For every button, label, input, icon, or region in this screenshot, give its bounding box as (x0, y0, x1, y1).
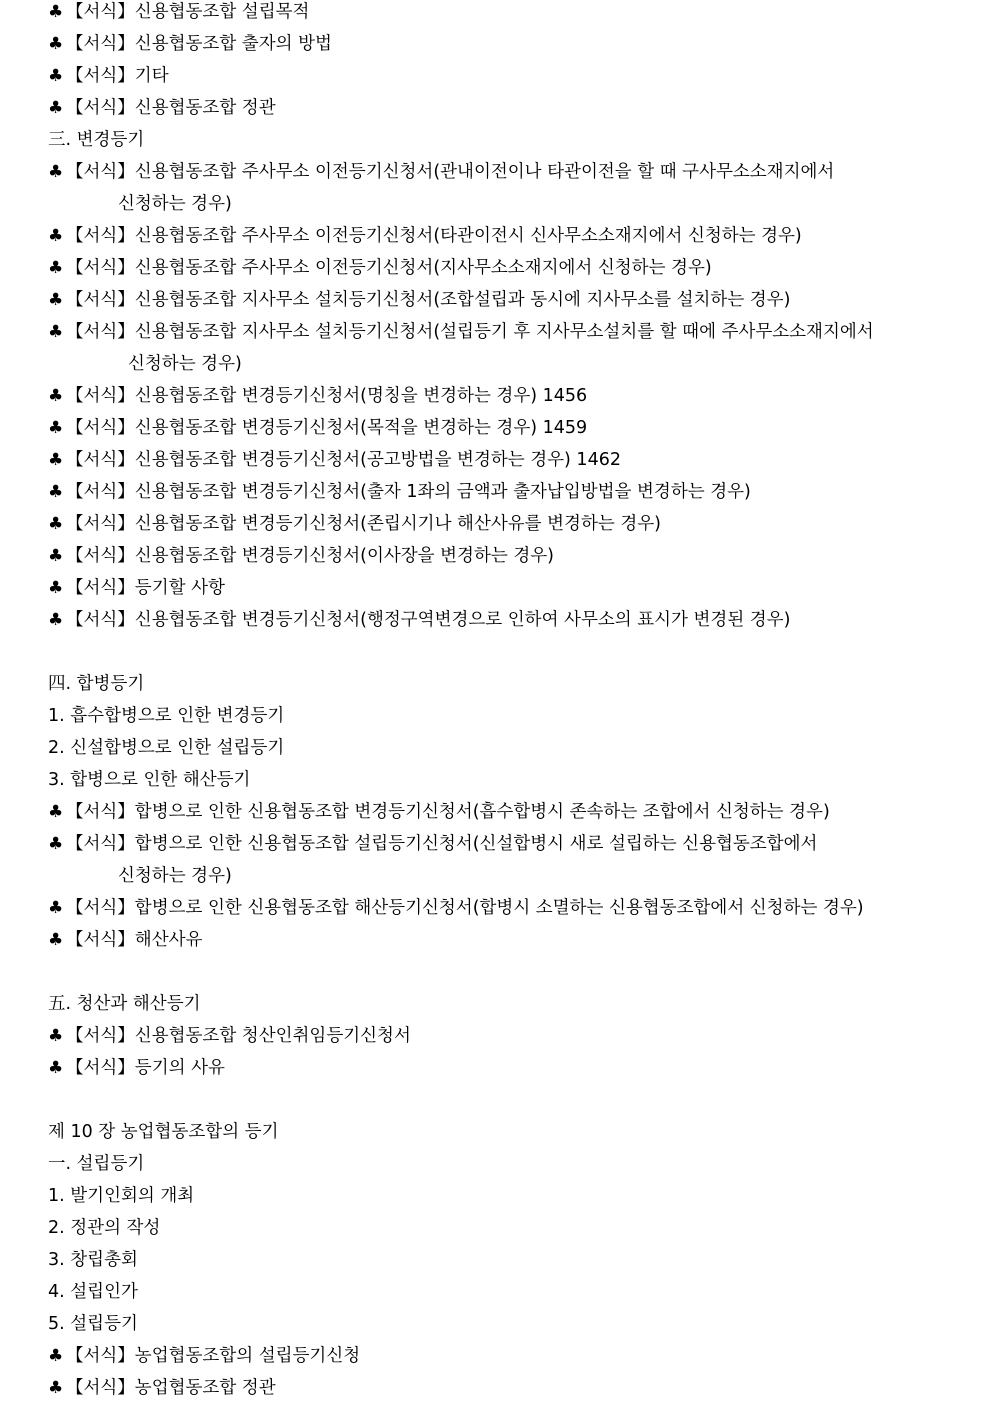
line-text: 2. 정관의 작성 (48, 1218, 161, 1238)
club-suit-icon: ♣ (48, 66, 64, 86)
line-text: 【서식】합병으로 인한 신용협동조합 해산등기신청서(합병시 소멸하는 신용협동조합에서 신청하는 경우) (66, 898, 864, 918)
section-heading (48, 768, 968, 800)
line-text: 5. 설립등기 (48, 1314, 138, 1334)
continuation-line (48, 192, 968, 224)
club-suit-icon: ♣ (48, 98, 64, 118)
line-text: 【서식】신용협동조합 변경등기신청서(출자 1좌의 금액과 출자납입방법을 변경하는 경우) (66, 482, 751, 502)
section-heading (48, 736, 968, 768)
club-suit-icon: ♣ (48, 802, 64, 822)
line-text: 【서식】신용협동조합 주사무소 이전등기신청서(지사무소소재지에서 신청하는 경우) (66, 258, 712, 278)
line-text: 【서식】신용협동조합 변경등기신청서(행정구역변경으로 인하여 사무소의 표시가 변경된 경우) (66, 610, 791, 630)
club-suit-icon: ♣ (48, 290, 64, 310)
form-list-item (48, 1376, 968, 1408)
club-suit-icon: ♣ (48, 1058, 64, 1078)
line-text: 【서식】신용협동조합 출자의 방법 (66, 34, 332, 54)
club-suit-icon: ♣ (48, 834, 64, 854)
form-list-item (48, 896, 968, 928)
club-suit-icon: ♣ (48, 322, 64, 342)
line-text: 【서식】신용협동조합 변경등기신청서(목적을 변경하는 경우) 1459 (66, 418, 588, 438)
continuation-line (48, 352, 968, 384)
club-suit-icon: ♣ (48, 610, 64, 630)
section-heading (48, 1152, 968, 1184)
line-text: 신청하는 경우) (118, 194, 232, 214)
form-list-item (48, 288, 968, 320)
line-text: 五. 청산과 해산등기 (48, 994, 201, 1014)
line-text: 【서식】기타 (66, 66, 169, 86)
line-text: 【서식】신용협동조합 정관 (66, 98, 276, 118)
form-list-item (48, 544, 968, 576)
club-suit-icon: ♣ (48, 1378, 64, 1398)
form-list-item (48, 32, 968, 64)
form-list-item (48, 256, 968, 288)
club-suit-icon: ♣ (48, 482, 64, 502)
line-text: 【서식】등기할 사항 (66, 578, 225, 598)
section-heading (48, 1120, 968, 1152)
section-heading (48, 1280, 968, 1312)
form-list-item (48, 512, 968, 544)
section-heading (48, 1184, 968, 1216)
section-heading (48, 1216, 968, 1248)
line-text: 3. 합병으로 인한 해산등기 (48, 770, 251, 790)
blank-line (48, 960, 968, 992)
line-text: 제 10 장 농업협동조합의 등기 (48, 1122, 279, 1142)
line-text: 【서식】등기의 사유 (66, 1058, 225, 1078)
line-text: 【서식】신용협동조합 청산인취임등기신청서 (66, 1026, 411, 1046)
line-text: 【서식】신용협동조합 주사무소 이전등기신청서(관내이전이나 타관이전을 할 때 구사무소소재지에서 (66, 162, 835, 182)
club-suit-icon: ♣ (48, 1346, 64, 1366)
club-suit-icon: ♣ (48, 386, 64, 406)
form-list-item (48, 832, 968, 864)
line-text: 【서식】신용협동조합 설립목적 (66, 2, 310, 22)
form-list-item (48, 0, 968, 32)
form-list-item (48, 928, 968, 960)
form-list-item (48, 320, 968, 352)
line-text: 2. 신설합병으로 인한 설립등기 (48, 738, 285, 758)
line-text: 【서식】신용협동조합 변경등기신청서(이사장을 변경하는 경우) (66, 546, 554, 566)
line-text: 【서식】신용협동조합 지사무소 설치등기신청서(조합설립과 동시에 지사무소를 설치하는 경우) (66, 290, 791, 310)
club-suit-icon: ♣ (48, 1026, 64, 1046)
line-text: 4. 설립인가 (48, 1282, 138, 1302)
line-text: 【서식】농업협동조합 정관 (66, 1378, 276, 1398)
line-text: 【서식】해산사유 (66, 930, 203, 950)
club-suit-icon: ♣ (48, 578, 64, 598)
form-list-item (48, 608, 968, 640)
section-heading (48, 992, 968, 1024)
form-list-item (48, 96, 968, 128)
line-text: 【서식】농업협동조합의 설립등기신청 (66, 1346, 361, 1366)
form-list-item (48, 576, 968, 608)
line-text: 【서식】신용협동조합 변경등기신청서(명칭을 변경하는 경우) 1456 (66, 386, 588, 406)
form-list-item (48, 800, 968, 832)
section-heading (48, 672, 968, 704)
blank-line (48, 1088, 968, 1120)
blank-line (48, 640, 968, 672)
section-heading (48, 1248, 968, 1280)
form-list-item (48, 1344, 968, 1376)
club-suit-icon: ♣ (48, 514, 64, 534)
form-list-item (48, 1024, 968, 1056)
form-list-item (48, 224, 968, 256)
form-list-item (48, 384, 968, 416)
form-list-item (48, 1056, 968, 1088)
form-list-item (48, 448, 968, 480)
line-text: 一. 설립등기 (48, 1154, 145, 1174)
club-suit-icon: ♣ (48, 258, 64, 278)
club-suit-icon: ♣ (48, 450, 64, 470)
club-suit-icon: ♣ (48, 226, 64, 246)
line-text: 신청하는 경우) (118, 866, 232, 886)
club-suit-icon: ♣ (48, 418, 64, 438)
section-heading (48, 1312, 968, 1344)
line-text: 【서식】합병으로 인한 신용협동조합 설립등기신청서(신설합병시 새로 설립하는 신용협동조합에서 (66, 834, 818, 854)
line-text: 【서식】신용협동조합 주사무소 이전등기신청서(타관이전시 신사무소소재지에서 신청하는 경우) (66, 226, 802, 246)
form-list-item (48, 416, 968, 448)
section-heading (48, 704, 968, 736)
continuation-line (48, 864, 968, 896)
form-list-item (48, 480, 968, 512)
club-suit-icon: ♣ (48, 898, 64, 918)
line-text: 【서식】신용협동조합 변경등기신청서(존립시기나 해산사유를 변경하는 경우) (66, 514, 661, 534)
line-text: 3. 창립총회 (48, 1250, 138, 1270)
line-text: 【서식】신용협동조합 변경등기신청서(공고방법을 변경하는 경우) 1462 (66, 450, 621, 470)
document-page (48, 0, 968, 1408)
form-list-item (48, 64, 968, 96)
line-text: 【서식】합병으로 인한 신용협동조합 변경등기신청서(흡수합병시 존속하는 조합에서 신청하는 경우) (66, 802, 830, 822)
line-text: 신청하는 경우) (128, 354, 242, 374)
line-text: 1. 발기인회의 개최 (48, 1186, 195, 1206)
club-suit-icon: ♣ (48, 930, 64, 950)
line-text: 1. 흡수합병으로 인한 변경등기 (48, 706, 285, 726)
line-text: 四. 합병등기 (48, 674, 145, 694)
form-list-item (48, 160, 968, 192)
line-text: 【서식】신용협동조합 지사무소 설치등기신청서(설립등기 후 지사무소설치를 할 때에 주사무소소재지에서 (66, 322, 874, 342)
section-heading (48, 128, 968, 160)
club-suit-icon: ♣ (48, 162, 64, 182)
club-suit-icon: ♣ (48, 2, 64, 22)
club-suit-icon: ♣ (48, 546, 64, 566)
line-text: 三. 변경등기 (48, 130, 145, 150)
club-suit-icon: ♣ (48, 34, 64, 54)
